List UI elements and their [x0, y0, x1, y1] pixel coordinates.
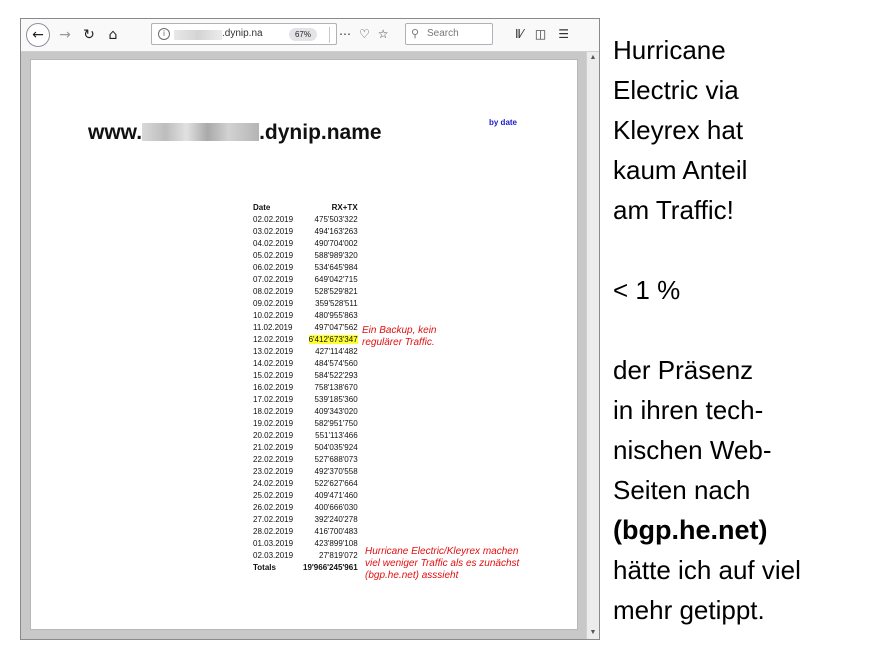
table-row — [253, 538, 358, 550]
url-redacted — [174, 30, 222, 40]
cell-rxtx — [303, 346, 358, 358]
table-row — [253, 358, 358, 370]
cell-rxtx — [303, 358, 358, 370]
note-line: viel weniger Traffic als es zunächst — [365, 558, 520, 569]
totals-value: 19'966'245'961 — [303, 563, 358, 572]
cell-date: 26.02.2019 — [253, 503, 294, 512]
slide-line: am Traffic! — [613, 195, 734, 225]
cell-rxtx-value: 484'574'560 — [314, 359, 358, 368]
cell-rxtx-value: 492'370'558 — [314, 467, 358, 476]
pocket-icon[interactable]: ♡ — [359, 27, 370, 41]
browser-window — [20, 18, 600, 640]
url-text: .dynip.na — [222, 28, 263, 39]
cell-rxtx — [303, 454, 358, 466]
note-line: Ein Backup, kein — [362, 325, 437, 336]
cell-rxtx — [303, 490, 358, 502]
table-row — [253, 298, 358, 310]
cell-rxtx-value: 758'138'670 — [314, 383, 358, 392]
cell-rxtx — [303, 478, 358, 490]
cell-rxtx-value: 400'666'030 — [314, 503, 358, 512]
cell-date: 10.02.2019 — [253, 311, 294, 320]
cell-rxtx — [303, 406, 358, 418]
home-icon[interactable]: ⌂ — [108, 27, 118, 43]
note-line: (bgp.he.net) asssieht — [365, 570, 459, 581]
cell-date: 13.02.2019 — [253, 347, 294, 356]
table-row — [253, 418, 358, 430]
cell-date: 05.02.2019 — [253, 251, 294, 260]
by-date-link[interactable]: by date — [489, 118, 518, 127]
cell-date: 02.02.2019 — [253, 215, 294, 224]
table-body — [253, 214, 358, 574]
slide-line: der Präsenz — [613, 355, 754, 385]
cell-rxtx — [303, 250, 358, 262]
search-box[interactable] — [405, 23, 493, 45]
table-row — [253, 310, 358, 322]
cell-rxtx — [303, 514, 358, 526]
cell-date: 20.02.2019 — [253, 431, 294, 440]
cell-rxtx-value: 528'529'821 — [314, 287, 358, 296]
cell-rxtx-value: 359'528'511 — [315, 299, 358, 308]
vertical-scrollbar[interactable] — [586, 52, 599, 639]
table-row — [253, 454, 358, 466]
cell-date: 18.02.2019 — [253, 407, 294, 416]
page-title — [88, 121, 382, 145]
cell-date: 01.03.2019 — [253, 539, 294, 548]
table-row — [253, 238, 358, 250]
slide-text — [613, 30, 873, 630]
cell-date: 16.02.2019 — [253, 383, 294, 392]
cell-rxtx-value: 522'627'664 — [314, 479, 358, 488]
cell-rxtx-value: 480'955'863 — [314, 311, 358, 320]
slide-line: kaum Anteil — [613, 155, 748, 185]
table-row — [253, 466, 358, 478]
slide-line: Kleyrex hat — [613, 115, 744, 145]
cell-rxtx-value: 392'240'278 — [314, 515, 358, 524]
table-row — [253, 370, 358, 382]
slide-line: Electric via — [613, 75, 739, 105]
content-area — [21, 52, 599, 639]
table-row — [253, 262, 358, 274]
cell-rxtx — [303, 394, 358, 406]
table-header-row — [253, 202, 358, 214]
table-row — [253, 442, 358, 454]
cell-date: 15.02.2019 — [253, 371, 294, 380]
zoom-badge[interactable]: 67% — [289, 28, 317, 41]
cell-rxtx-value: 475'503'322 — [314, 215, 358, 224]
cell-date: 03.02.2019 — [253, 227, 294, 236]
cell-rxtx — [303, 214, 358, 226]
cell-rxtx-value: 409'343'020 — [314, 407, 358, 416]
cell-rxtx-value: 427'114'482 — [315, 347, 358, 356]
cell-rxtx — [303, 430, 358, 442]
slide-line: in ihren tech- — [613, 395, 764, 425]
table-row — [253, 406, 358, 418]
table-row — [253, 346, 358, 358]
search-icon: ⚲ — [411, 27, 420, 40]
table-row — [253, 226, 358, 238]
cell-date: 08.02.2019 — [253, 287, 294, 296]
title-prefix: www. — [88, 121, 143, 144]
forward-arrow-icon[interactable]: → — [59, 27, 71, 43]
cell-date: 09.02.2019 — [253, 299, 294, 308]
cell-rxtx-value: 416'700'483 — [314, 527, 358, 536]
slide-line: Seiten nach — [613, 475, 751, 505]
table-row — [253, 514, 358, 526]
table-row — [253, 430, 358, 442]
table-row — [253, 250, 358, 262]
hamburger-menu-icon[interactable]: ☰ — [558, 27, 570, 41]
cell-rxtx — [303, 298, 358, 310]
cell-rxtx — [303, 442, 358, 454]
cell-date: 19.02.2019 — [253, 419, 294, 428]
cell-rxtx-value: 551'113'466 — [315, 431, 358, 440]
slide-bold-line — [613, 510, 873, 550]
cell-rxtx-value: 588'989'320 — [314, 251, 358, 260]
cell-rxtx — [303, 418, 358, 430]
cell-date: 21.02.2019 — [253, 443, 294, 452]
header-rxtx: RX+TX — [331, 203, 358, 212]
cell-date: 17.02.2019 — [253, 395, 294, 404]
title-suffix: .dynip.name — [259, 121, 382, 144]
cell-rxtx-value: 584'522'293 — [314, 371, 358, 380]
table-row — [253, 490, 358, 502]
cell-rxtx-value: 494'163'263 — [314, 227, 358, 236]
traffic-table — [253, 202, 358, 574]
table-row — [253, 526, 358, 538]
slide-spacer — [613, 230, 873, 270]
cell-rxtx — [303, 310, 358, 322]
cell-rxtx — [303, 286, 358, 298]
cell-rxtx — [303, 550, 358, 562]
table-row — [253, 334, 358, 346]
table-row — [253, 394, 358, 406]
cell-rxtx-value: 409'471'460 — [314, 491, 358, 500]
cell-date: 14.02.2019 — [253, 359, 294, 368]
reload-icon[interactable]: ↻ — [83, 27, 95, 43]
cell-rxtx-value: 534'645'984 — [314, 263, 358, 272]
cell-date: 24.02.2019 — [253, 479, 294, 488]
totals-row — [253, 562, 358, 574]
cell-rxtx-value: 490'704'002 — [314, 239, 358, 248]
toolbar-separator — [329, 27, 330, 43]
more-icon[interactable]: ⋯ — [339, 27, 351, 41]
toolbar-right-icons — [515, 23, 569, 45]
cell-date: 22.02.2019 — [253, 455, 294, 464]
cell-rxtx — [303, 538, 358, 550]
cell-date: 27.02.2019 — [253, 515, 294, 524]
cell-rxtx — [303, 334, 358, 346]
table-row — [253, 382, 358, 394]
cell-date: 23.02.2019 — [253, 467, 294, 476]
scroll-down-arrow-icon[interactable]: ▼ — [589, 629, 597, 636]
cell-rxtx — [303, 262, 358, 274]
note-line: Hurricane Electric/Kleyrex machen — [365, 546, 519, 557]
cell-rxtx — [303, 370, 358, 382]
cell-rxtx-value: 582'951'750 — [314, 419, 358, 428]
search-placeholder: Search — [427, 28, 459, 39]
cell-rxtx-value: 6'412'673'347 — [308, 335, 358, 344]
cell-rxtx — [303, 274, 358, 286]
slide-line: nischen Web- — [613, 435, 772, 465]
table-row — [253, 214, 358, 226]
table-row — [253, 286, 358, 298]
cell-rxtx — [303, 238, 358, 250]
slide-line: Hurricane — [613, 35, 726, 65]
cell-date: 04.02.2019 — [253, 239, 294, 248]
info-icon[interactable]: i — [158, 28, 170, 40]
bold-source: bgp.he.net) — [622, 515, 768, 545]
totals-label: Totals — [253, 563, 276, 572]
header-date: Date — [253, 203, 271, 212]
cell-date: 06.02.2019 — [253, 263, 294, 272]
back-arrow-icon[interactable]: ← — [26, 23, 50, 47]
cell-date: 12.02.2019 — [253, 335, 294, 344]
table-row — [253, 502, 358, 514]
cell-rxtx-value: 423'899'108 — [314, 539, 358, 548]
table-row — [253, 478, 358, 490]
slide-percent: < 1 % — [613, 275, 681, 305]
hurricane-note — [365, 546, 575, 582]
star-icon[interactable]: ☆ — [377, 27, 389, 41]
cell-rxtx-value: 539'185'360 — [314, 395, 358, 404]
cell-rxtx-value: 504'035'924 — [314, 443, 358, 452]
cell-rxtx — [303, 466, 358, 478]
table-row — [253, 322, 358, 334]
paren-open: ( — [613, 515, 622, 545]
cell-rxtx-value: 527'688'073 — [314, 455, 358, 464]
note-line: regulärer Traffic. — [362, 337, 435, 348]
cell-date: 11.02.2019 — [253, 323, 293, 332]
library-icon[interactable]: Ⅱ⁄ — [515, 27, 523, 41]
cell-rxtx-value: 497'047'562 — [314, 323, 358, 332]
browser-toolbar — [21, 19, 599, 52]
table-row — [253, 550, 358, 562]
backup-note — [362, 325, 472, 349]
page-actions — [339, 23, 389, 45]
cell-date: 07.02.2019 — [253, 275, 294, 284]
cell-rxtx — [303, 226, 358, 238]
cell-rxtx — [303, 322, 358, 334]
cell-rxtx-value: 27'819'072 — [319, 551, 358, 560]
cell-rxtx — [303, 526, 358, 538]
cell-rxtx — [303, 502, 358, 514]
cell-date: 02.03.2019 — [253, 551, 294, 560]
title-redacted — [142, 123, 259, 141]
web-page — [31, 60, 577, 629]
scroll-up-arrow-icon[interactable]: ▲ — [589, 54, 597, 61]
slide-spacer — [613, 310, 873, 350]
slide-line: hätte ich auf viel — [613, 555, 801, 585]
cell-rxtx-value: 649'042'715 — [314, 275, 358, 284]
slide-line: mehr getippt. — [613, 595, 765, 625]
cell-date: 28.02.2019 — [253, 527, 294, 536]
url-bar[interactable] — [151, 23, 337, 45]
cell-rxtx — [303, 382, 358, 394]
sidebar-icon[interactable]: ◫ — [534, 27, 547, 41]
table-row — [253, 274, 358, 286]
cell-date: 25.02.2019 — [253, 491, 294, 500]
